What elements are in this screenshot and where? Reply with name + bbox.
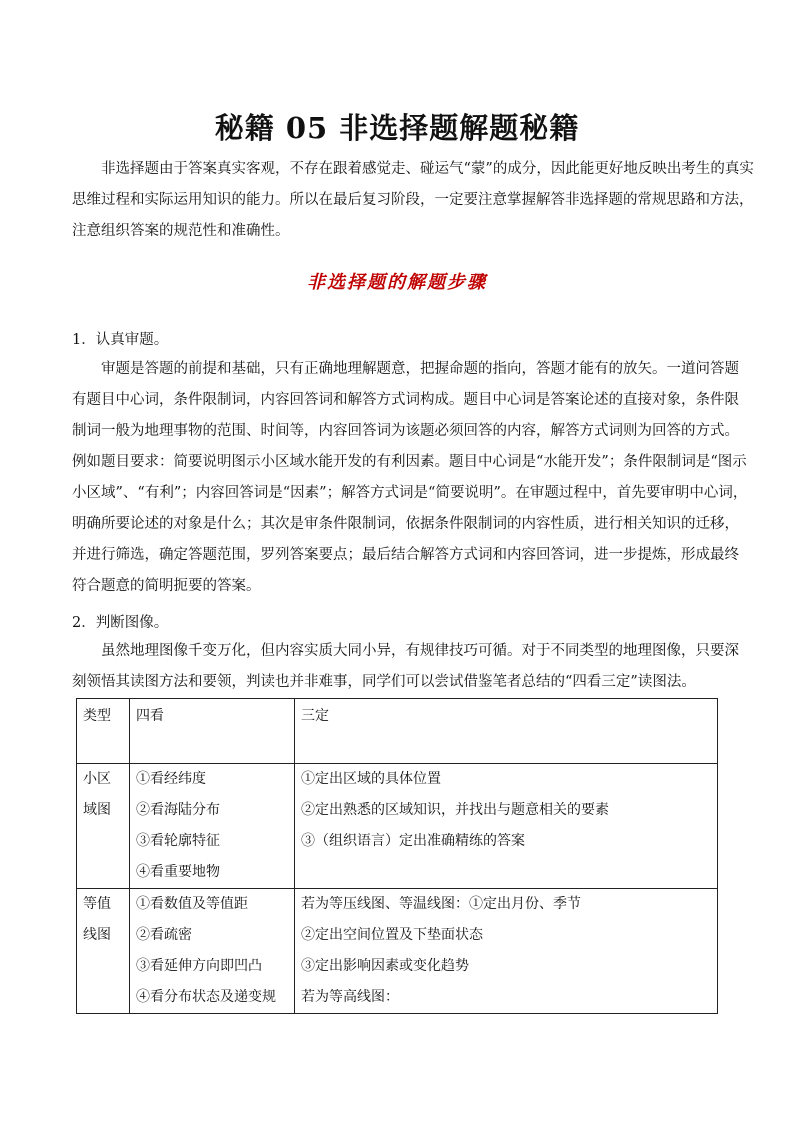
step1-line: 例如题目要求：简要说明图示小区域水能开发的有利因素。题目中心词是“水能开发”；条件限制词是“图示 xyxy=(72,454,747,470)
table-row xyxy=(77,889,718,1014)
step1-line: 并进行筛选，确定答题范围，罗列答案要点；最后结合解答方式词和内容回答词，进一步提炼，形成最终 xyxy=(72,547,739,563)
step1-paragraph xyxy=(72,354,748,602)
type-cell: 小区 域图 xyxy=(77,764,130,889)
section-heading: 非选择题的解题步骤 xyxy=(307,272,487,293)
three-determine-cell: 若为等压线图、等温线图：①定出月份、季节 ②定出空间位置及下垫面状态 ③定出影响因素或变化趋势 若为等高线图： xyxy=(295,889,718,1014)
step1-line: 有题目中心词，条件限制词，内容回答词和解答方式词构成。题目中心词是答案论述的直接对象，条件限 xyxy=(72,392,739,408)
step1-line: 小区域”、“有利”；内容回答词是“因素”；解答方式词是“简要说明”。在审题过程中，首先要审明中心词， xyxy=(72,485,748,501)
intro-paragraph xyxy=(72,154,754,247)
step2-label: 2．判断图像。 xyxy=(72,615,169,631)
intro-line: 注意组织答案的规范性和准确性。 xyxy=(72,223,290,239)
step1-label: 1．认真审题。 xyxy=(72,332,169,348)
page-title: 秘籍 05 非选择题解题秘籍 xyxy=(214,111,580,145)
step2-line: 刻领悟其读图方法和要领，判读也并非难事，同学们可以尝试借鉴笔者总结的“四看三定”读图法。 xyxy=(72,674,696,690)
four-look-cell: ①看经纬度 ②看海陆分布 ③看轮廓特征 ④看重要地物 xyxy=(130,764,295,889)
type-cell: 等值 线图 xyxy=(77,889,130,1014)
four-look-cell: ①看数值及等值距 ②看疏密 ③看延伸方向即凹凸 ④看分布状态及递变规 xyxy=(130,889,295,1014)
step2-line: 虽然地理图像千变万化，但内容实质大同小异，有规律技巧可循。对于不同类型的地理图像，只要深 xyxy=(101,643,739,659)
step1-line: 符合题意的简明扼要的答案。 xyxy=(72,578,261,594)
step2-paragraph xyxy=(72,636,739,698)
step1-line: 明确所要论述的对象是什么；其次是审条件限制词，依据条件限制词的内容性质，进行相关知识的迁移， xyxy=(72,516,739,532)
step1-line: 制词一般为地理事物的范围、时间等，内容回答词为该题必须回答的内容，解答方式词则为回答的方式。 xyxy=(72,423,739,439)
step1-line: 审题是答题的前提和基础，只有正确地理解题意，把握命题的指向，答题才能有的放矢。一道问答题 xyxy=(101,361,739,377)
reading-method-table xyxy=(76,698,718,1014)
header-type: 类型 xyxy=(77,699,130,764)
intro-line: 非选择题由于答案真实客观，不存在跟着感觉走、碰运气“蒙”的成分，因此能更好地反映出考生的真实 xyxy=(101,161,754,177)
header-three-determine: 三定 xyxy=(295,699,718,764)
table-header-row xyxy=(77,699,718,764)
three-determine-cell: ①定出区域的具体位置 ②定出熟悉的区域知识，并找出与题意相关的要素 ③（组织语言）定出准确精练的答案 xyxy=(295,764,718,889)
intro-line: 思维过程和实际运用知识的能力。所以在最后复习阶段，一定要注意掌握解答非选择题的常规思路和方法， xyxy=(72,192,754,208)
table-row xyxy=(77,764,718,889)
header-four-look: 四看 xyxy=(130,699,295,764)
